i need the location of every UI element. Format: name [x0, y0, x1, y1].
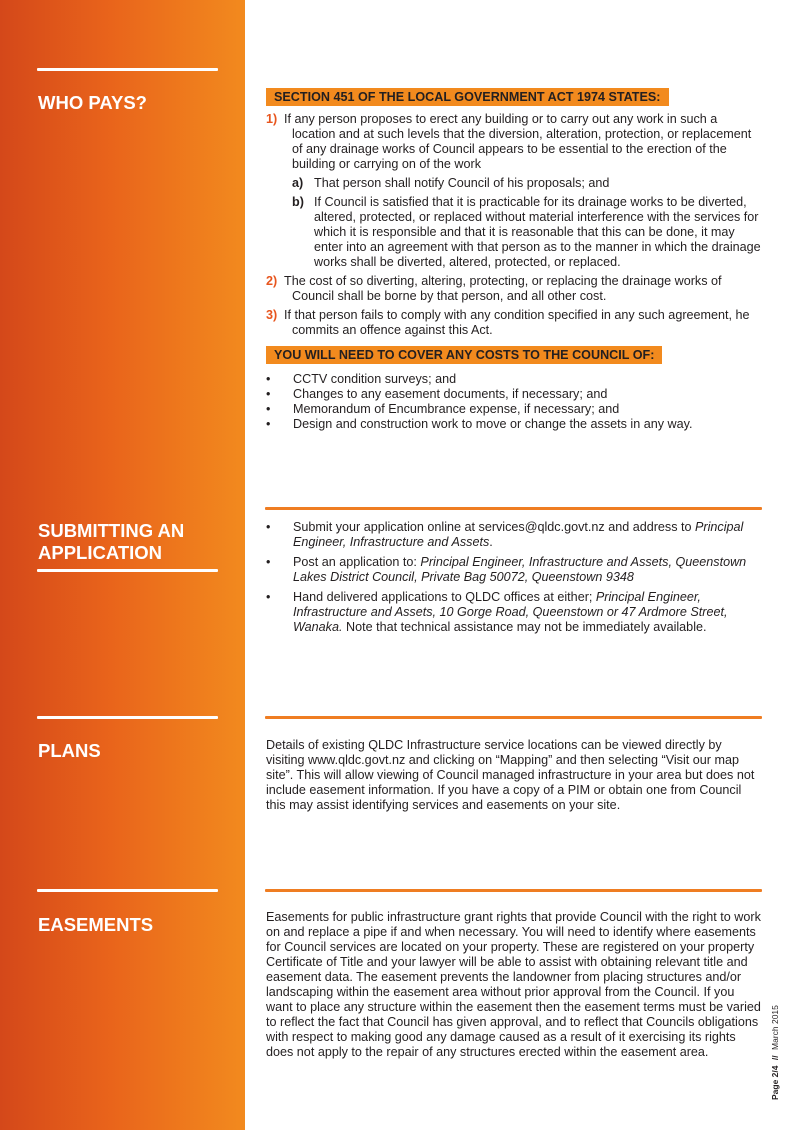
cost-text: CCTV condition surveys; and [293, 372, 457, 386]
footer-separator: // [770, 1055, 780, 1061]
post-text: Post an application to: [293, 555, 421, 569]
list-item [266, 372, 763, 387]
item-number: 3) [266, 308, 278, 322]
cost-text: Design and construction work to move or change the assets in any way. [293, 417, 693, 431]
submit-methods-list [266, 520, 763, 635]
section-title-plans: PLANS [38, 740, 101, 761]
sidebar-divider [37, 68, 218, 71]
content-divider [265, 716, 762, 719]
section-title-easements: EASEMENTS [38, 914, 154, 935]
list-item [266, 402, 763, 417]
technical-note: Note that technical assistance may not be immediately available. [342, 620, 707, 634]
post-address: Principal Engineer, Infrastructure and Assets, Queenstown Lakes District Council, Private Bag 50072, Queenstown 9348 [293, 555, 747, 584]
section-451-heading: SECTION 451 OF THE LOCAL GOVERNMENT ACT 1974 STATES: [266, 88, 669, 106]
bullet-icon: • [266, 417, 271, 431]
bullet-icon: • [266, 372, 271, 386]
content-divider [265, 507, 762, 510]
list-item [266, 555, 763, 585]
bullet-icon: • [266, 590, 271, 604]
bullet-icon: • [266, 520, 271, 534]
numbered-item [266, 308, 763, 338]
office-addresses: Principal Engineer, Infrastructure and Assets, 10 Gorge Road, Queenstown or 47 Ardmore Street, Wanaka. [293, 590, 728, 634]
sub-item-text: If Council is satisfied that it is practicable for its drainage works to be diverted, altered, protected, or replaced without material interference with the services for which it is responsible and that it is reasonable that this can be done, it may enter into an agreement with that person as to the manner in which the drainage works shall be diverted, altered, protected, or replaced. [314, 195, 761, 269]
submit-online-text: Submit your application online at services@qldc.govt.nz and address to [293, 520, 696, 534]
item-number: 2) [266, 274, 278, 288]
submitting-content [266, 520, 763, 640]
sub-item [266, 176, 763, 191]
content-divider [265, 889, 762, 892]
sidebar-divider [37, 716, 218, 719]
numbered-item [266, 112, 763, 172]
submit-online-addressee: Principal Engineer, Infrastructure and Assets [293, 520, 744, 549]
orange-sidebar [0, 0, 245, 1130]
numbered-item [266, 274, 763, 304]
section-title-submitting: SUBMITTING AN APPLICATION [38, 520, 185, 563]
bullet-icon: • [266, 402, 271, 416]
sidebar-divider [37, 889, 218, 892]
cost-text: Changes to any easement documents, if necessary; and [293, 387, 608, 401]
item-text: If any person proposes to erect any building or to carry out any work in such a location and at such levels that the diversion, alteration, protection, or replacement of any drainage works of Council appears to be essential to the erection of the building or carrying on of the work [284, 112, 752, 171]
sub-item-text: That person shall notify Council of his proposals; and [314, 176, 610, 190]
sub-item-letter: b) [292, 195, 304, 209]
list-item [266, 387, 763, 402]
plans-text: Details of existing QLDC Infrastructure service locations can be viewed directly by visiting www.qldc.govt.nz and clicking on “Mapping” and then selecting “Visit our map site”. This will allow viewing of Council managed infrastructure in your area but does not include easement information. If you have a copy of a PIM or obtain one from Council this may assist identifying services and easements on your site. [266, 738, 755, 812]
bullet-icon: • [266, 387, 271, 401]
punctuation: . [489, 535, 493, 549]
who-pays-content [266, 88, 763, 432]
list-item [266, 590, 763, 635]
item-number: 1) [266, 112, 278, 126]
costs-list [266, 372, 763, 432]
item-text: The cost of so diverting, altering, protecting, or replacing the drainage works of Council shall be borne by that person, and all other cost. [284, 274, 722, 303]
bullet-icon: • [266, 555, 271, 569]
cost-text: Memorandum of Encumbrance expense, if necessary; and [293, 402, 620, 416]
sub-item [266, 195, 763, 270]
section-title-who-pays: WHO PAYS? [38, 92, 147, 113]
list-item [266, 417, 763, 432]
sidebar-divider [37, 569, 218, 572]
item-text: If that person fails to comply with any condition specified in any such agreement, he commits an offence against this Act. [284, 308, 750, 337]
page-footer [770, 1005, 780, 1100]
easements-text: Easements for public infrastructure grant rights that provide Council with the right to work on and replace a pipe if and when necessary. You will need to identify where easements for Council services are located on your property. These are registered on your property Certificate of Title and your lawyer will be able to assist with obtaining relevant title and easement data. The easement prevents the landowner from placing structures and/or landscaping within the easement area without prior approval from the Council. If you want to place any structure within the easement then the easement terms must be varied to reflect the fact that Council has given approval, and to reflect that Councils obligations with respect to making good any damage caused as a result of it exercising its rights does not apply to the repair of any structures erected within the easement area. [266, 910, 761, 1059]
list-item [266, 520, 763, 550]
sub-item-letter: a) [292, 176, 304, 190]
costs-heading: YOU WILL NEED TO COVER ANY COSTS TO THE COUNCIL OF: [266, 346, 662, 364]
footer-date: March 2015 [770, 1005, 780, 1051]
page-number: Page 2/4 [770, 1065, 780, 1100]
hand-delivered-text: Hand delivered applications to QLDC offices at either; [293, 590, 596, 604]
